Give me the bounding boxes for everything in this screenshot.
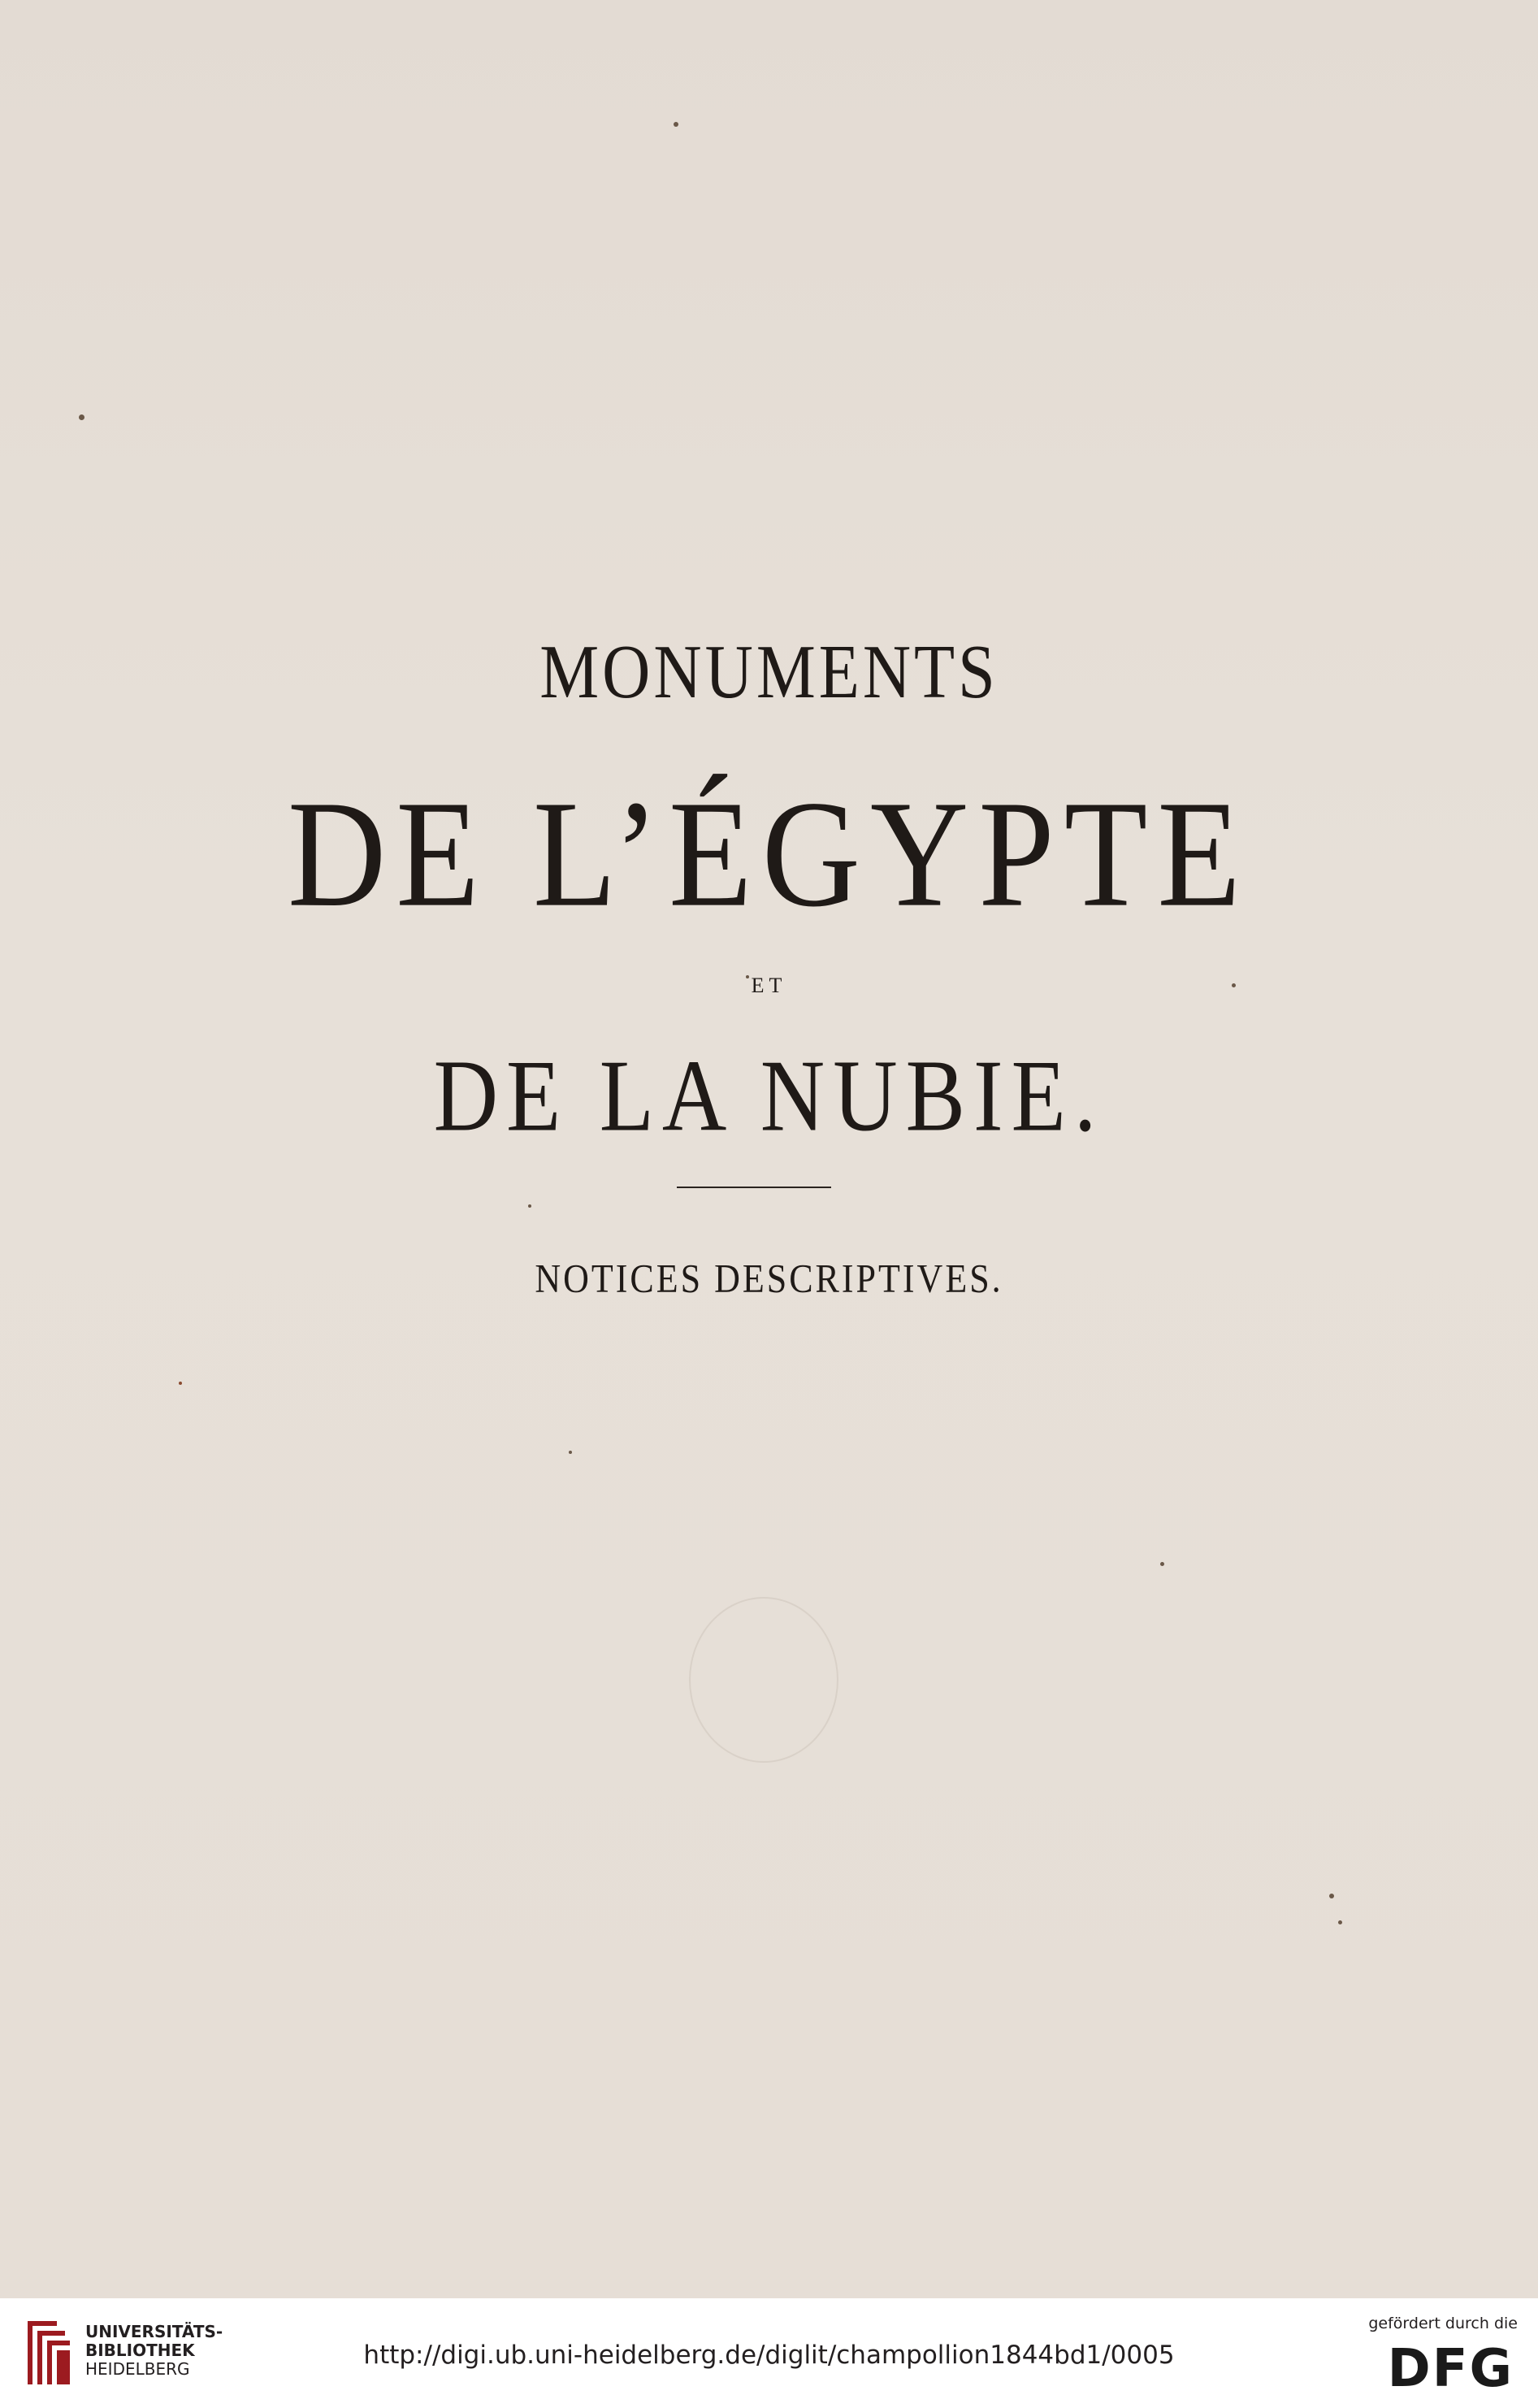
permalink-url[interactable]: http://digi.ub.uni-heidelberg.de/diglit/champollion1844bd1/0005 bbox=[363, 2341, 1175, 2370]
funded-by-label: gefördert durch die bbox=[1368, 2315, 1518, 2332]
bleed-through-mark bbox=[0, 325, 1538, 466]
paper-speck bbox=[1329, 1894, 1334, 1898]
library-stamp-bleed-through bbox=[689, 1597, 838, 1763]
paper-speck bbox=[79, 414, 84, 420]
library-name-line3: HEIDELBERG bbox=[85, 2359, 190, 2379]
separator-rule bbox=[677, 1187, 831, 1188]
paper-speck bbox=[569, 1451, 572, 1454]
title-monuments: MONUMENTS bbox=[539, 629, 999, 714]
dfg-logo: DFG bbox=[1387, 2339, 1514, 2399]
paper-speck bbox=[528, 1204, 531, 1208]
library-name-line2: BIBLIOTHEK bbox=[85, 2341, 195, 2360]
title-et: ET bbox=[751, 974, 787, 997]
paper-speck bbox=[179, 1382, 182, 1385]
title-egypte: DE L’ÉGYPTE bbox=[287, 769, 1251, 939]
digitization-footer bbox=[0, 2298, 1538, 2408]
library-name-line1: UNIVERSITÄTS- bbox=[85, 2322, 223, 2341]
title-nubie: DE LA NUBIE. bbox=[433, 1038, 1105, 1153]
paper-speck bbox=[674, 122, 678, 127]
subtitle-notices: NOTICES DESCRIPTIVES. bbox=[535, 1256, 1003, 1301]
paper-speck bbox=[1338, 1920, 1342, 1924]
paper-speck bbox=[1160, 1562, 1164, 1566]
